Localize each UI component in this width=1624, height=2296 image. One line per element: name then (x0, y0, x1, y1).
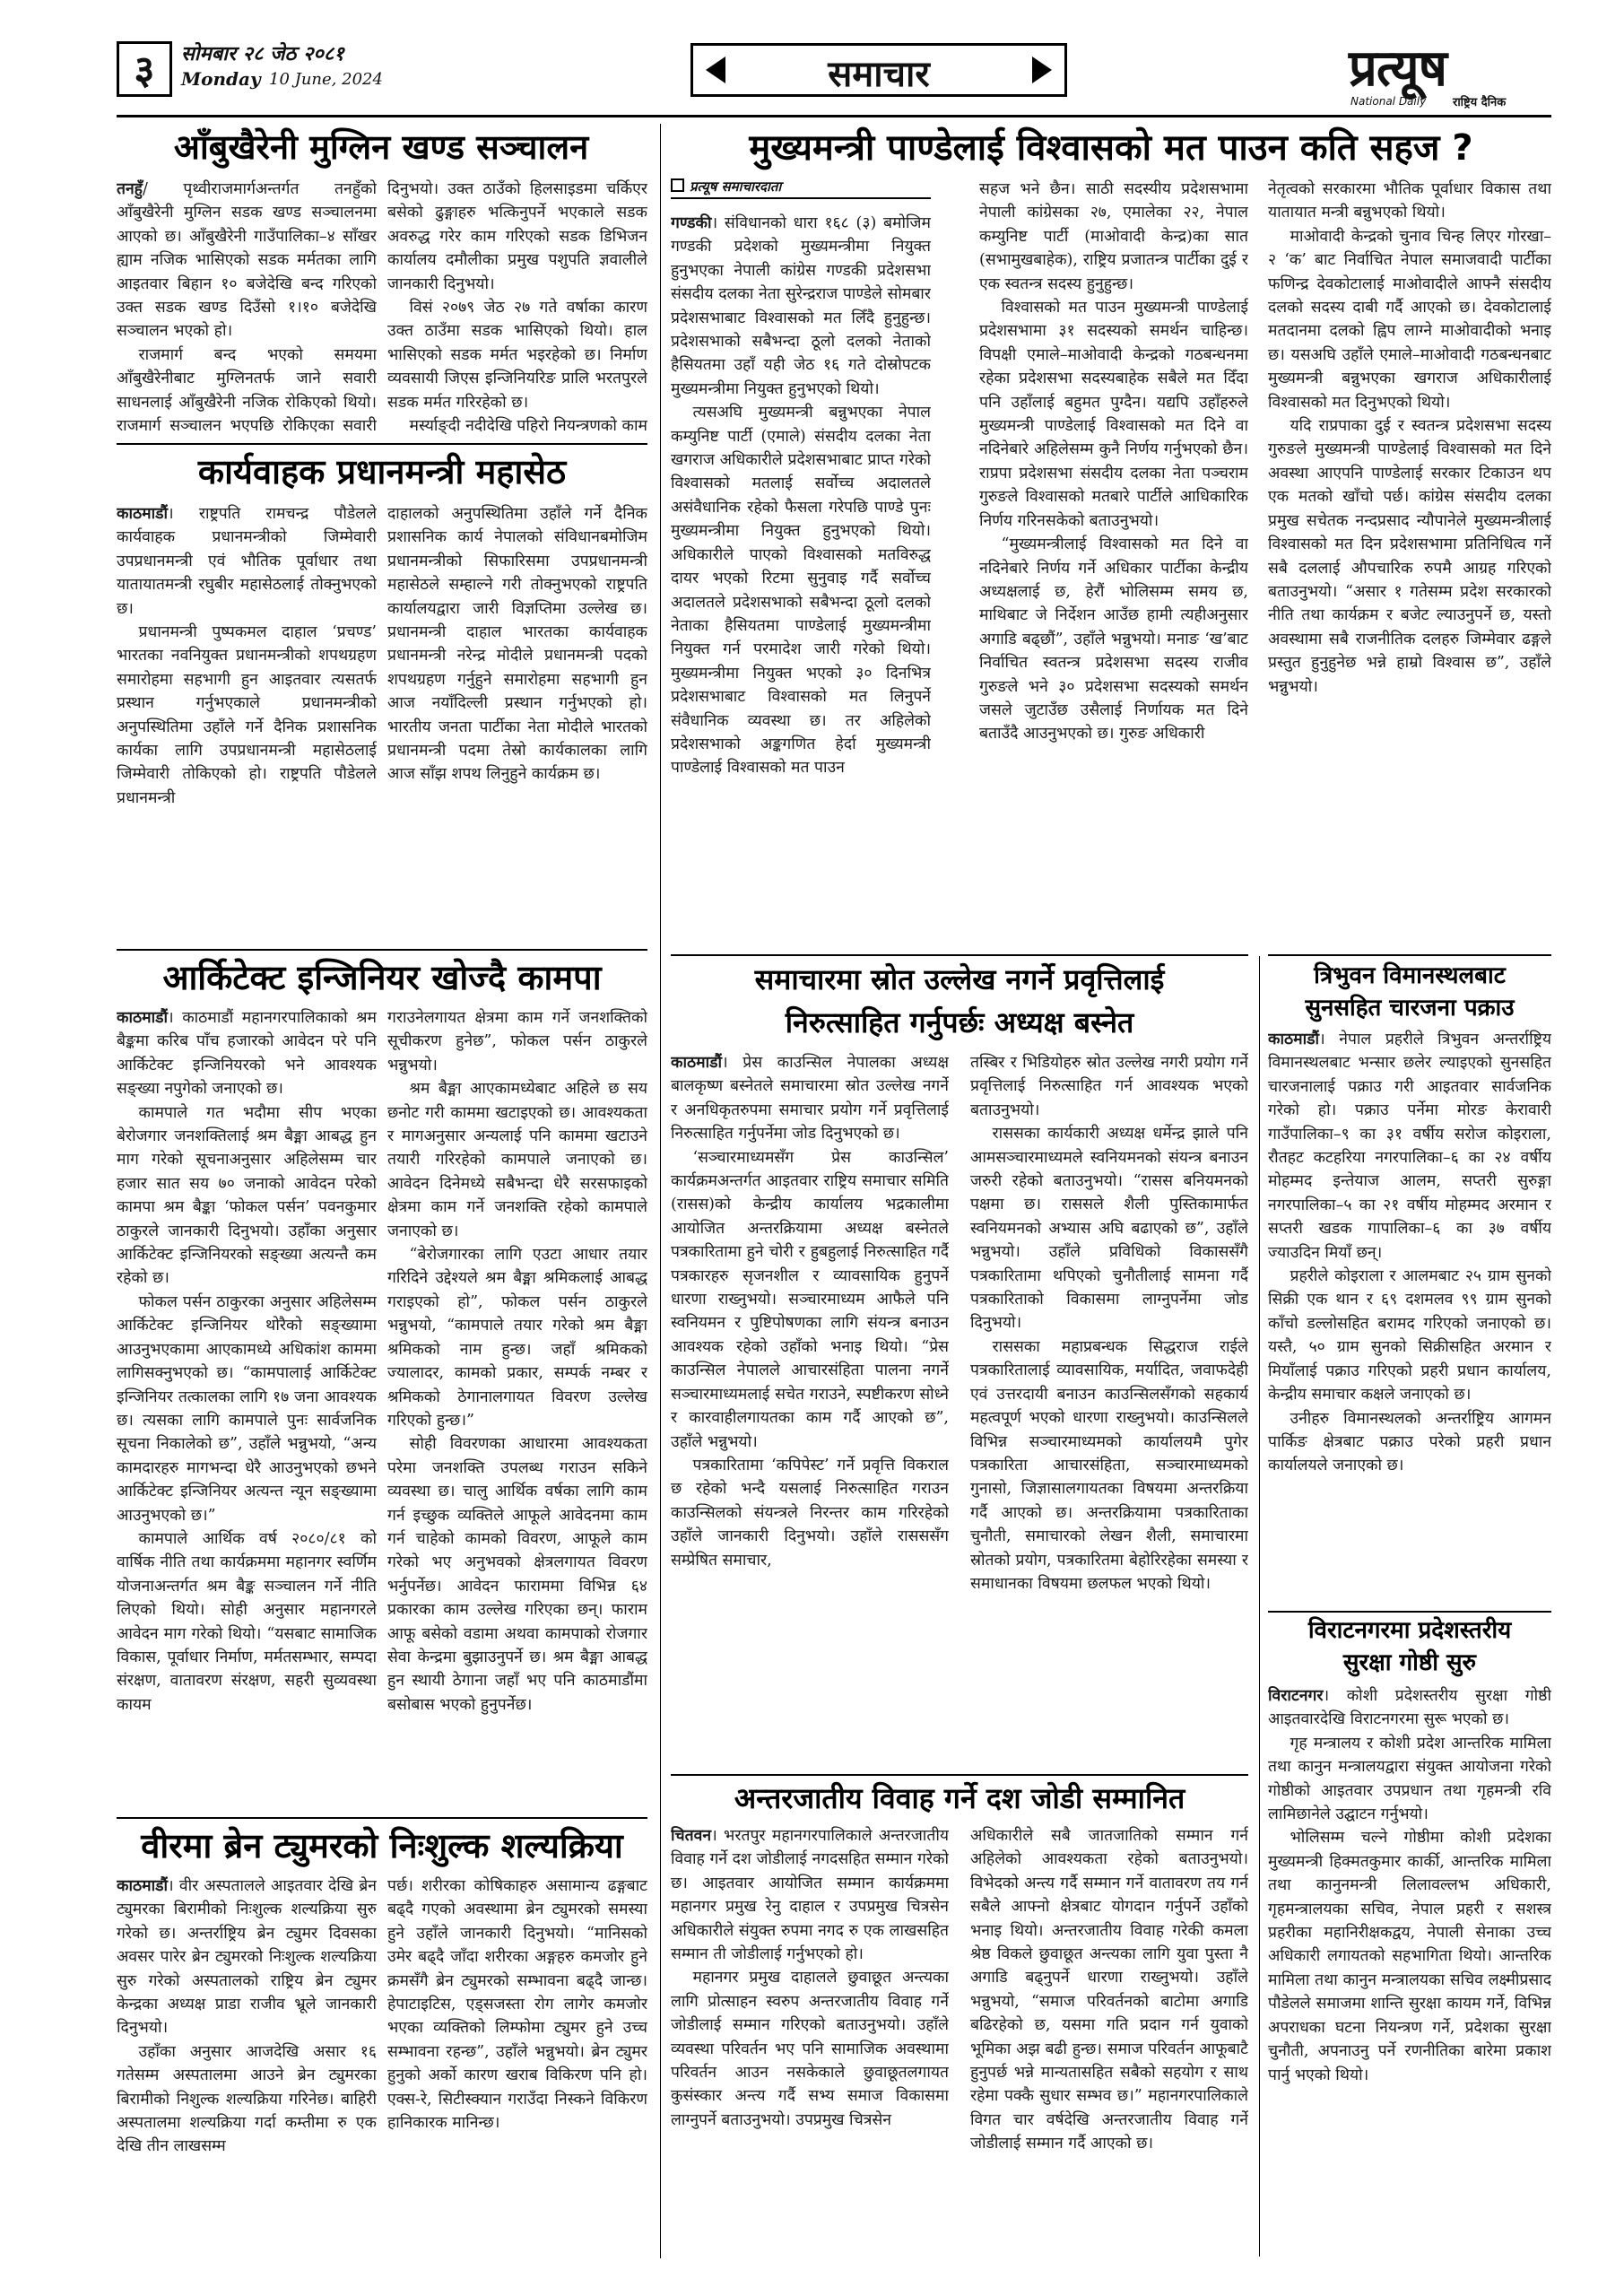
headline-a9-line2: सुरक्षा गोष्ठी सुरु (1342, 1649, 1477, 1676)
body-text: गराउनेलगायत क्षेत्रमा काम गर्ने जनशक्तिको सूचीकरण हुनेछ”, फोकल पर्सन ठाकुरले भन्नुभयो। श्रम बैङ्मा आएकामध्येबाट अहिले छ सय छनोट गरी काममा खटाइएको छ। आवश्यकता र मागअनुसार अन्यलाई पनि काममा खटाउने तयारी गरिरहेको कामपाले जनाएको छ। आवेदन दिनेमध्ये सबैभन्दा धेरै सरसफाइको क्षेत्रमा काम गर्ने जनशक्ति रहेको कामपाले जनाएको छ। “बेरोजगारका लागि एउटा आधार तयार गरिदिने उद्देश्यले श्रम बैङ्मा श्रमिकलाई आबद्ध गराइएको हो”, फोकल पर्सन ठाकुरले भन्नुभयो, “कामपाले तयार गरेको श्रम बैङ्मा श्रमिकको नाम हुन्छ। जहाँ श्रमिकको ज्यालादर, कामको प्रकार, सम्पर्क नम्बर र श्रमिकको ठेगानालगायत विवरण उल्लेख गरिएको हुन्छ।” सोही विवरणका आधारमा आवश्यकता परेमा जनशक्ति उपलब्ध गराउन सकिने व्यवस्था छ। चालु आर्थिक वर्षका लागि काम गर्न इच्छुक व्यक्तिले आफूले आवेदनमा काम गर्न चाहेको कामको विवरण, आफूले काम गरेको भए अनुभवको क्षेत्रलगायत विवरण भर्नुपर्नेछ। आवेदन फाराममा विभिन्न ६४ प्रकारका काम उल्लेख गरिएका छन्। फाराम आफू बसेको वडामा अथवा कामपाको रोजगार सेवा केन्द्रमा बुझाउनुपर्ने छ। श्रम बैङ्मा आबद्ध हुन स्थायी ठेगाना जहाँ भए पनि काठमाडौंमा बसोबास भएको हुनुपर्नेछ। (387, 1009, 647, 1714)
headline-a9-line1: विराटनगरमा प्रदेशस्तरीय (1307, 1617, 1512, 1644)
section-box (690, 43, 1067, 97)
page-header (117, 38, 1551, 118)
a5-col2 (979, 178, 1248, 951)
column-divider (660, 124, 661, 2258)
body-text: / पृथ्वीराजमार्गअन्तर्गत तनहुँको आँबुखैरेनी मुग्लिन सडक खण्ड सञ्चालनमा आएको छ। आँबुखैरेनी गाउँपालिका–४ साँखर ह्याम नजिक भासिएको सडक मर्मतका लागि आइतवार बिहान १० बजेदेखि बन्द गरिएको उक्त सडक खण्ड दिउँसो १।१० बजेदेखि सञ्चालन भएको हो। राजमार्ग बन्द भएको समयमा आँबुखैरेनीबाट मुग्लिनतर्फ जाने सवारी साधनलाई आँबुखैरेनी नजिक रोकिएको थियो। राजमार्ग सञ्चालन भएपछि रोकिएका सवारी (117, 180, 377, 436)
divider (117, 949, 647, 951)
body-text: तस्बिर र भिडियोहरु स्रोत उल्लेख नगरी प्रयोग गर्ने प्रवृत्तिलाई निरुत्साहित गर्न आवश्यक भएको बताउनुभयो। राससका कार्यकारी अध्यक्ष धर्मेन्द्र झाले पनि आमसञ्चारमाध्यमले स्वनियमनको संयन्त्र बनाउन जरुरी रहेको बताउनुभयो। “रासस बनियमनको पक्षमा छ। राससले शैली पुस्तिकामार्फत स्वनियमनको अभ्यास अघि बढाएको छ”, उहाँले भन्नुभयो। उहाँले प्रविधिको विकाससँगै पत्रकारितामा थपिएको चुनौतीलाई सामना गर्दै पत्रकारिताको विकासमा लाग्नुपर्नेमा जोड दिनुभयो। राससका महाप्रबन्धक सिद्धराज राईले पत्रकारितालाई व्यावसायिक, मर्यादित, जवाफदेही एवं उत्तरदायी बनाउन काउन्सिलसँगको सहकार्य महत्वपूर्ण भएको धारणा राख्नुभयो। काउन्सिलले विभिन्न सञ्चारमाध्यमको कार्यालयमै पुगेर पत्रकारिता आचारसंहिता, सञ्चारमाध्यमको गुनासो, जिज्ञासालगायतका विषयमा अन्तरक्रिया गर्दै आएको छ। अन्तरक्रियामा पत्रकारिताका चुनौती, समाचारको लेखन शैली, समाचारमा स्रोतको प्रयोग, पत्रकारितमा बेहोरिरहेका समस्या र समाधानका विषयमा छलफल भएको थियो। (970, 1054, 1248, 1593)
body-text: पर्छ। शरीरका कोषिकाहरु असामान्य ढङ्गबाट बढ्दै गएको अवस्थामा ब्रेन ट्युमरको समस्या हुने उहाँले जानकारी दिनुभयो। “मानिसको उमेर बढ्दै जाँदा शरीरका अङ्गहरु कमजोर हुने क्रमसँगै ब्रेन ट्युमरको सम्भावना बढ्दै जान्छ। हेपाटाइटिस, एड्सजस्ता रोग लागेर कमजोर भएका व्यक्तिको लिम्फोमा ट्युमर हुने उच्च सम्भावना रहन्छ”, उहाँले भन्नुभयो। ब्रेन ट्युमर हुनुको अर्को कारण खराब विकिरण पनि हो। एक्स-रे, सिटीस्क्यान गराउँदा निस्कने विकिरण हानिकारक मानिन्छ। (387, 1877, 647, 2133)
header-divider (117, 115, 1551, 117)
divider (117, 1817, 647, 1819)
logo-sub-left: National Daily (1350, 95, 1427, 108)
column-divider (1259, 956, 1260, 2257)
logo-sub-right: राष्ट्रिय दैनिक (1453, 96, 1507, 109)
dateline: काठमाडौं (117, 1877, 169, 1895)
a7-col2 (970, 1824, 1248, 2251)
body-text: । नेपाल प्रहरीले त्रिभुवन अन्तर्राष्ट्रिय विमानस्थलबाट भन्सार छलेर ल्याइएको सुनसहित चारजनालाई पक्राउ गरी आइतवार सार्वजनिक गरेको हो। पक्राउ पर्नेमा मोरङ केरावारी गाउँपालिका–९ का ३१ वर्षीय सरोज कोइराला, रौतहट कटहरिया नगरपालिका–६ का २४ वर्षीय मोहम्मद इन्तेयाज आलम, सप्तरी सुरुङ्गा नगरपालिका–५ का २१ वर्षीय मोहम्मद अरमान र सप्तरी खडक गापालिका–६ का ३७ वर्षीय ज्याउदिन मियाँ छन्। प्रहरीले कोइराला र आलमबाट २५ ग्राम सुनको सिक्री एक थान र ६९ दशमलव ९९ ग्राम सुनको काँचो डल्लोसहित बरामद गरिएको जनाएको छ। यस्तै, ५० ग्राम सुनको सिक्रीसहित अरमान र मियाँलाई पक्राउ गरिएको प्रहरी प्रधान कार्यालय, केन्द्रीय समाचार कक्षले जनाएको छ। उनीहरु विमानस्थलको अन्तर्राष्ट्रिय आगमन पार्किङ क्षेत्रबाट पक्राउ परेको प्रहरी प्रधान कार्यालयले जनाएको छ। (1268, 1031, 1551, 1475)
dateline: काठमाडौं (117, 505, 169, 523)
divider (1268, 1611, 1551, 1613)
date-english: 10 June, 2024 (269, 70, 383, 89)
a1-col1 (117, 178, 377, 438)
section-title: समाचार (828, 54, 930, 95)
divider (671, 1774, 1248, 1776)
byline (671, 178, 931, 199)
headline-a2: कार्यवाहक प्रधानमन्त्री महासेठ (197, 452, 567, 491)
masthead-logo (1345, 38, 1555, 111)
arrow-right-icon (1032, 57, 1052, 83)
dateline: चितवन (671, 1827, 712, 1845)
headline-a6-line2: निरुत्साहित गर्नुपर्छः अध्यक्ष बस्नेत (785, 1005, 1134, 1039)
divider (117, 443, 647, 445)
headline-a1: आँबुखैरेनी मुग्लिन खण्ड सञ्चालन (173, 127, 589, 167)
headline-a8-line1: त्रिभुवन विमानस्थलबाट (1314, 962, 1506, 989)
body-text: दिनुभयो। उक्त ठाउँको हिलसाइडमा चर्किएर बसेको ढुङ्गाहरु भत्किनुपर्ने भएकाले सडक अवरुद्ध गरेर काम गरिएको सडक डिभिजन कार्यालय दमौलीका प्रमुख पशुपति ज्ञवालीले जानकारी दिनुभयो। विसं २०७९ जेठ २७ गते वर्षाका कारण उक्त ठाउँमा सडक भासिएको थियो। हाल भासिएको सडक मर्मत भइरहेको छ। निर्माण व्यवसायी जिएस इन्जिनियरिङ प्रालि भरतपुरले सडक मर्मत गरिरहेको छ। मर्स्याङ्दी नदीदेखि पहिरो नियन्त्रणको काम (387, 180, 647, 436)
headline-a3: आर्किटेक्ट इन्जिनियर खोज्दै कामपा (162, 958, 602, 997)
dateline: विराटनगर (1268, 1687, 1324, 1705)
a3-col2 (387, 1006, 647, 1813)
a6-col2 (970, 1051, 1248, 1770)
divider (671, 954, 1248, 956)
body-text: अधिकारीले सबै जातजातिको सम्मान गर्न अहिलेको आवश्यकता रहेको बताउनुभयो। विभेदको अन्त्य गर्दै सम्मान गर्ने वातावरण तय गर्न सबैले आफ्नो क्षेत्रबाट योगदान गर्नुपर्ने उहाँको भनाइ थियो। अन्तरजातीय विवाह गरेकी कमला श्रेष्ठ विकले छुवाछूत अन्त्यका लागि युवा पुस्ता नै अगाडि बढ्नुपर्ने धारणा राख्नुभयो। उहाँले भन्नुभयो, “समाज परिवर्तनको बाटोमा अगाडि बढिरहेको छ, यसमा गति प्रदान गर्न युवाको भूमिका अझ बढी हुन्छ। समाज परिवर्तन आफूबाटै हुनुपर्छ भन्ने मान्यतासहित सबैको सहयोग र साथ रहेमा पक्कै सुधार सम्भव छ।” महानगरपालिकाले विगत चार वर्षदेखि अन्तरजातीय विवाह गर्ने जोडीलाई सम्मान गर्दै आएको छ। (970, 1827, 1248, 2153)
body-text: । भरतपुर महानगरपालिकाले अन्तरजातीय विवाह गर्ने दश जोडीलाई नगदसहित सम्मान गरेको छ। आइतवार आयोजित सम्मान कार्यक्रममा महानगर प्रमुख रेनु दाहाल र उपप्रमुख चित्रसेन अधिकारीले संयुक्त रुपमा नगद रु एक लाखसहित सम्मान ती जोडीलाई गर्नुभएको हो। महानगर प्रमुख दाहालले छुवाछूत अन्त्यका लागि प्रोत्साहन स्वरुप अन्तरजातीय विवाह गर्ने जोडीलाई सम्मान गरिएको बताउनुभयो। उहाँले व्यवस्था परिवर्तन भए पनि सामाजिक अवस्थामा परिवर्तन आउन नसकेकाले छुवाछूतलगायत कुसंस्कार अन्त्य गर्दै सभ्य समाज विकासमा लाग्नुपर्ने बताउनुभयो। उपप्रमुख चित्रसेन (671, 1827, 949, 2129)
byline-text: प्रत्यूष समाचारदाता (690, 178, 782, 195)
headline-a7: अन्तरजातीय विवाह गर्ने दश जोडी सम्मानित (734, 1781, 1185, 1815)
body-text: । राष्ट्रपति रामचन्द्र पौडेलले कार्यवाहक प्रधानमन्त्रीको जिम्मेवारी उपप्रधानमन्त्री एवं भौतिक पूर्वाधार तथा यातायातमन्त्री रघुबीर महासेठलाई तोक्नुभएको छ। प्रधानमन्त्री पुष्पकमल दाहाल ‘प्रचण्ड’ भारतका नवनियुक्त प्रधानमन्त्रीको शपथग्रहण समारोहमा सहभागी हुन आइतवार त्यसतर्फ प्रस्थान गर्नुभएकाले प्रधानमन्त्रीको अनुपस्थितिमा उहाँले गर्ने दैनिक प्रशासनिक कार्यका लागि उपप्रधानमन्त्री महासेठलाई जिम्मेवारी तोकिएको हो। राष्ट्रपति पौडेलले प्रधानमन्त्री (117, 505, 377, 807)
a9-col1 (1268, 1684, 1551, 2251)
headline-a6-line1: समाचारमा स्रोत उल्लेख नगर्ने प्रवृत्तिलाई (754, 962, 1165, 996)
a8-col1 (1268, 1028, 1551, 1607)
date-nepali: सोमबार २८ जेठ २०८१ (181, 43, 344, 65)
a4-col2 (387, 1874, 647, 2251)
headline-a8-line2: सुनसहित चारजना पक्राउ (1305, 995, 1515, 1022)
a6-col1 (671, 1051, 949, 1770)
a7-col1 (671, 1824, 949, 2251)
body-text: । प्रेस काउन्सिल नेपालका अध्यक्ष बालकृष्ण बस्नेतले समाचारमा स्रोत उल्लेख नगर्ने र अनधिकृतरुपमा समाचार प्रयोग गर्ने प्रवृत्तिलाई निरुत्साहित गर्नुपर्नेमा जोड दिनुभएको छ। ‘सञ्चारमाध्यमसँग प्रेस काउन्सिल’ कार्यक्रमअन्तर्गत आइतवार राष्ट्रिय समाचार समिति (रासस)को केन्द्रीय कार्यालय भद्रकालीमा आयोजित अन्तरक्रियामा अध्यक्ष बस्नेतले पत्रकारितामा हुने चोरी र हुबहुलाई निरुत्साहित गर्दै पत्रकारहरु सृजनशील र व्यावसायिक हुनुपर्ने धारणा राख्नुभयो। सञ्चारमाध्यम आफैले पनि स्वनियमन र पुष्टिपोषणका लागि संयन्त्र बनाउन आवश्यक रहेको उहाँको भनाइ थियो। “प्रेस काउन्सिल नेपालले आचारसंहिता पालना नगर्ने सञ्चारमाध्यमलाई सचेत गराउने, स्पष्टीकरण सोध्ने र कारवाहीलगायतका काम गर्दै आएको छ”, उहाँले भन्नुभयो। पत्रकारितामा ‘कपिपेस्ट’ गर्ने प्रवृत्ति विकराल छ रहेको भन्दै यसलाई निरुत्साहित गराउन काउन्सिलको संयन्त्रले निरन्तर काम गरिरहेको उहाँले जानकारी दिनुभयो। उहाँले रासससँग सम्प्रेषित समाचार, (671, 1054, 949, 1570)
headline-a5: मुख्यमन्त्री पाण्डेलाई विश्वासको मत पाउन कति सहज ? (749, 127, 1473, 169)
dateline: काठमाडौं (117, 1009, 169, 1027)
body-text: । संविधानको धारा १६८ (३) बमोजिम गण्डकी प्रदेशको मुख्यमन्त्रीमा नियुक्त हुनुभएका नेपाली कांग्रेस गण्डकी प्रदेशसभा संसदीय दलका नेता सुरेन्द्रराज पाण्डेले सोमबार प्रदेशसभाबाट विश्वासको मत लिँदै हुनुहुन्छ। प्रदेशसभाको सबैभन्दा ठूलो दलको नेताको हैसियतमा उहाँ यही जेठ १६ गते दोस्रोपटक मुख्यमन्त्रीमा नियुक्त हुनुभएको थियो। त्यसअघि मुख्यमन्त्री बन्नुभएका नेपाल कम्युनिष्ट पार्टी (एमाले) संसदीय दलका नेता खगराज अधिकारीले प्रदेशसभाबाट प्राप्त गरेको विश्वासको मतलाई सर्वोच्च अदालतले असंवैधानिक रहेको फैसला गरेपछि पाण्डे पुनः मुख्यमन्त्रीमा नियुक्त हुनुभएको थियो। अधिकारीले पाएको विश्वासको मतविरुद्ध दायर भएको रिटमा सुनुवाइ गर्दै सर्वोच्च अदालतले प्रदेशसभाको सबैभन्दा ठूलो दलको नेताका हैसियतमा पाण्डेलाई मुख्यमन्त्रीमा नियुक्त गर्न परमादेश जारी गरेको थियो। मुख्यमन्त्रीमा नियुक्त भएको ३० दिनभित्र प्रदेशसभाबाट विश्वासको मत लिनुपर्ने संवैधानिक व्यवस्था छ। तर अहिलेको प्रदेशसभाको अङ्कगणित हेर्दा मुख्यमन्त्री पाण्डेलाई विश्वासको मत पाउन (671, 214, 931, 778)
body-text: । काठमाडौं महानगरपालिकाको श्रम बैङ्कमा करिब पाँच हजारको आवेदन परे पनि आर्किटेक्ट इन्जिनियरको भने आवश्यक सङ्ख्या नपुगेको जनाएको छ। कामपाले गत भदौमा सीप भएका बेरोजगार जनशक्तिलाई श्रम बैङ्मा आबद्ध हुन माग गरेको सूचनाअनुसार अहिलेसम्म चार हजार सात सय ७० जनाको आवेदन परेको कामपा श्रम बैङ्का ‘फोकल पर्सन’ पवनकुमार ठाकुरले जानकारी दिनुभयो। उहाँका अनुसार आर्किटेक्ट इन्जिनियरको सङ्ख्या अत्यन्तै कम रहेको छ। फोकल पर्सन ठाकुरका अनुसार अहिलेसम्म आर्किटेक्ट इन्जिनियर थोरैको सङ्ख्यामा आउनुभएकामा आएकामध्ये अधिकांश काममा लागिसक्नुभएको छ। “कामपालाई आर्किटेक्ट इन्जिनियर तत्कालका लागि १७ जना आवश्यक छ। त्यसका लागि कामपाले पुनः सार्वजनिक सूचना निकालेको छ”, उहाँले भन्नुभयो, “अन्य कामदारहरु मागभन्दा धेरै आउनुभएको छभने आर्किटेक्ट इन्जिनियर अत्यन्त न्यून सङ्ख्यामा आउनुभएको छ।” कामपाले आर्थिक वर्ष २०८०/८१ को वार्षिक नीति तथा कार्यक्रममा महानगर स्वर्णिम योजनाअन्तर्गत श्रम बैङ्क सञ्चालन गर्ने नीति लिएको थियो। सोही अनुसार महानगरले आवेदन माग गरेको थियो। “यसबाट सामाजिक विकास, पूर्वाधार निर्माण, मर्मतसम्भार, सम्पदा संरक्षण, वातावरण संरक्षण, सहरी सुव्यवस्था कायम (117, 1009, 377, 1714)
headline-a4: वीरमा ब्रेन ट्युमरको निःशुल्क शल्यक्रिया (141, 1826, 623, 1866)
a1-col2 (387, 178, 647, 438)
body-text: । वीर अस्पतालले आइतवार देखि ब्रेन ट्युमरका बिरामीको निःशुल्क शल्यक्रिया सुरु गरेको छ। अन्तर्राष्ट्रिय ब्रेन ट्युमर दिवसका अवसर पारेर ब्रेन ट्युमरको निःशुल्क शल्यक्रिया सुरु गरेको अस्पतालको राष्ट्रिय ब्रेन ट्युमर केन्द्रका अध्यक्ष प्राडा राजीव भ्रूले जानकारी दिनुभयो। उहाँका अनुसार आजदेखि असार १६ गतेसम्म अस्पतालमा आउने ब्रेन ट्युमरका बिरामीको निशुल्क शल्यक्रिया गरिनेछ। बाहिरी अस्पतालमा शल्यक्रिया गर्दा कम्तीमा रु एक देखि तीन लाखसम्म (117, 1877, 377, 2156)
logo-text: प्रत्यूष (1349, 39, 1446, 98)
body-text: दाहालको अनुपस्थितिमा उहाँले गर्ने दैनिक प्रशासनिक कार्य नेपालको संविधानबमोजिम प्रधानमन्त्रीको सिफारिसमा उपप्रधानमन्त्री महासेठले सम्हाल्ने गरी तोक्नुभएको राष्ट्रपति कार्यालयद्वारा जारी विज्ञप्तिमा उल्लेख छ। प्रधानमन्त्री दाहाल भारतका कार्यवाहक प्रधानमन्त्री नरेन्द्र मोदीले प्रधानमन्त्री पदको शपथग्रहण गर्नुहुने समारोहमा सहभागी हुन आज नयाँदिल्ली प्रस्थान गर्नुभएको हो। भारतीय जनता पार्टीका नेता मोदीले भारतको प्रधानमन्त्री पदमा तेस्रो कार्यकालका लागि आज साँझ शपथ लिनुहुने कार्यक्रम छ। (387, 505, 647, 784)
dateline: काठमाडौं (1268, 1031, 1320, 1048)
a5-col3 (1268, 178, 1551, 951)
a4-col1 (117, 1874, 377, 2251)
day-english: Monday (181, 68, 261, 90)
body-text: । कोशी प्रदेशस्तरीय सुरक्षा गोष्ठी आइतवारदेखि विराटनगरमा सुरू भएको छ। गृह मन्त्रालय र कोशी प्रदेश आन्तरिक मामिला तथा कानुन मन्त्रालयद्वारा संयुक्त आयोजना गरेको गोष्ठीको आइतवार उपप्रधान तथा गृहमन्त्री रवि लामिछानेले उद्घाटन गर्नुभयो। भोलिसम्म चल्ने गोष्ठीमा कोशी प्रदेशका मुख्यमन्त्री हिक्मतकुमार कार्की, आन्तरिक मामिला तथा कानुनमन्त्री लिलावल्लभ अधिकारी, गृहमन्त्रालयका सचिव, नेपाल प्रहरी र सशस्त्र प्रहरीका महानिरीक्षकद्वय, नेपाली सेनाका उच्च अधिकारी लगायतको सहभागिता थियो। आन्तरिक मामिला तथा कानुन मन्त्रालयका सचिव लक्ष्मीप्रसाद पौडेलले समाजमा शान्ति सुरक्षा कायम गर्ने, विभिन्न अपराधका घटना नियन्त्रण गर्ने, प्रदेशका सुरक्षा चुनौती, अपनाउनु पर्ने रणनीतिका बारेमा प्रकाश पार्नु भएको थियो। (1268, 1687, 1551, 2084)
body-text: नेतृत्वको सरकारमा भौतिक पूर्वाधार विकास तथा यातायात मन्त्री बन्नुभएको थियो। माओवादी केन्द्रको चुनाव चिन्ह लिएर गोरखा–२ ‘क’ बाट निर्वाचित नेपाल समाजवादी पार्टीका फणिन्द्र देवकोटालाई माओवादीले आफ्नै संसदीय दलको सदस्य दाबी गर्दै आएको छ। देवकोटालाई मतदानमा दलको ह्विप लाग्ने माओवादीको भनाइ छ। यसअघि उहाँले एमाले–माओवादी गठबन्धनबाट मुख्यमन्त्री बन्नुभएका खगराज अधिकारीलाई विश्वासको मत दिनुभएको थियो। यदि राप्रपाका दुई र स्वतन्त्र प्रदेशसभा सदस्य गुरुङले मुख्यमन्त्री पाण्डेलाई विश्वासको मत दिने अवस्था आएपनि पाण्डेलाई सरकार टिकाउन थप एक मतको खाँचो पर्छ। कांग्रेस संसदीय दलका प्रमुख सचेतक नन्दप्रसाद न्यौपानेले मुख्यमन्त्रीलाई विश्वासको मत दिन प्रदेशसभामा प्रतिनिधित्व गर्ने सबै दललाई औपचारिक रुपमै आग्रह गरिएको बताउनुभयो। “असार १ गतेसम्म प्रदेश सरकारको नीति तथा कार्यक्रम र बजेट ल्याउनुपर्ने छ, यस्तो अवस्थामा सबै राजनीतिक दलहरु जिम्मेवार ढङ्गले प्रस्तुत हुनुहुनेछ भन्ने हाम्रो विश्वास छ”, उहाँले भन्नुभयो। (1268, 180, 1551, 696)
a3-col1 (117, 1006, 377, 1813)
divider (1268, 954, 1551, 956)
dateline: तनहुँ (117, 180, 143, 198)
body-text: सहज भने छैन। साठी सदस्यीय प्रदेशसभामा नेपाली कांग्रेसका २७, एमालेका २२, नेपाल कम्युनिष्ट पार्टी (माओवादी केन्द्र)का सात (सभामुखबाहेक), राष्ट्रिय प्रजातन्त्र पार्टीका दुई र एक स्वतन्त्र सदस्य हुनुहुन्छ। विश्वासको मत पाउन मुख्यमन्त्री पाण्डेलाई प्रदेशसभामा ३१ सदस्यको समर्थन चाहिन्छ। विपक्षी एमाले–माओवादी केन्द्रको गठबन्धनमा रहेका प्रदेशसभा सदस्यबाहेक सबैले मत दिँदा पनि उहाँलाई बहुमत पुग्दैन। यद्यपि उहाँहरुले मुख्यमन्त्री पाण्डेलाई विश्वासको मत दिने वा नदिनेबारे अहिलेसम्म कुनै निर्णय गर्नुभएको छैन। राप्रपा प्रदेशसभा संसदीय दलका नेता पञ्चराम गुरुङले विश्वासको मतबारे पार्टीले आधिकारिक निर्णय गरिनसकेको बताउनुभयो। “मुख्यमन्त्रीलाई विश्वासको मत दिने वा नदिनेबारे निर्णय गर्ने अधिकार पार्टीका केन्द्रीय अध्यक्षलाई छ, हेरौं भोलिसम्म समय छ, माथिबाट जे निर्देशन आउँछ हामी त्यहीअनुसार अगाडि बढ्छौं”, उहाँले भन्नुभयो। मनाङ ‘ख’बाट निर्वाचित स्वतन्त्र प्रदेशसभा सदस्य राजीव गुरुङले भने ३० प्रदेशसभा सदस्यको समर्थन जसले जुटाउँछ उसैलाई निर्णायक मत दिने बताउँदै आउनुभएको छ। गुरुङ अधिकारी (979, 180, 1248, 744)
a2-col2 (387, 502, 647, 945)
a5-col1 (671, 212, 931, 951)
page-number: ३ (117, 41, 172, 97)
dateline: काठमाडौं (671, 1054, 723, 1072)
dateline: गण्डकी (671, 214, 712, 232)
a2-col1 (117, 502, 377, 945)
square-icon (671, 178, 684, 192)
